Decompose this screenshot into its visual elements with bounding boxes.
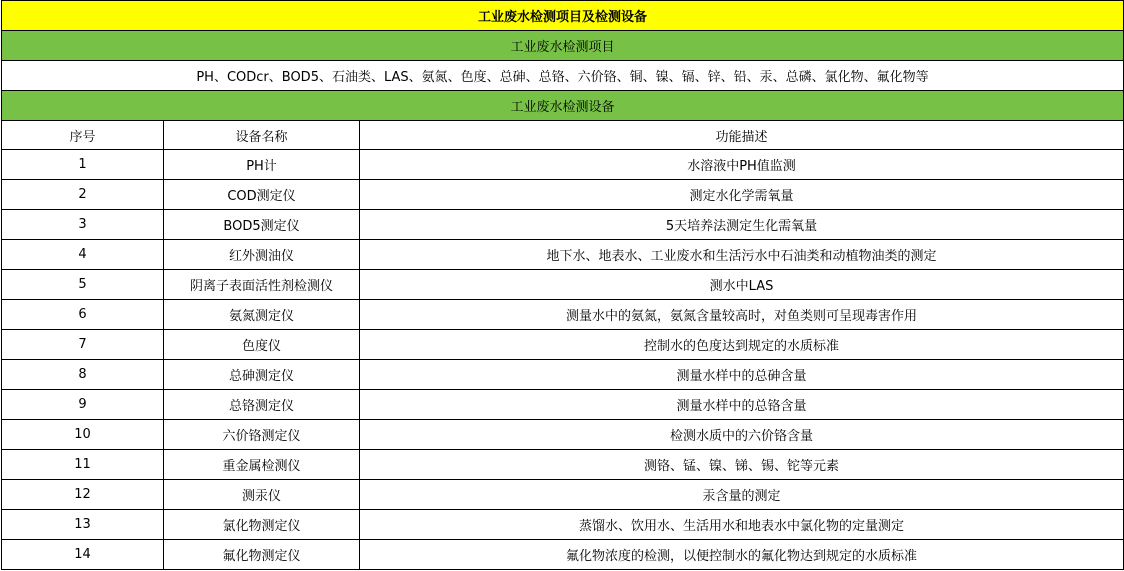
cell-desc: 控制水的色度达到规定的水质标准 (360, 330, 1124, 360)
cell-name: 总铬测定仪 (164, 390, 360, 420)
table-title: 工业废水检测项目及检测设备 (2, 1, 1124, 31)
cell-desc: 地下水、地表水、工业废水和生活污水中石油类和动植物油类的测定 (360, 240, 1124, 270)
table-row (2, 450, 1124, 480)
cell-desc: 汞含量的测定 (360, 480, 1124, 510)
cell-no: 14 (2, 540, 164, 570)
cell-no: 2 (2, 180, 164, 210)
items-content: PH、CODcr、BOD5、石油类、LAS、氨氮、色度、总砷、总铬、六价铬、铜、镍、镉、锌、铅、汞、总磷、氯化物、氟化物等 (2, 61, 1124, 91)
cell-desc: 测量水中的氨氮，氨氮含量较高时，对鱼类则可呈现毒害作用 (360, 300, 1124, 330)
cell-desc: 检测水质中的六价铬含量 (360, 420, 1124, 450)
cell-name: BOD5测定仪 (164, 210, 360, 240)
items-heading-row (2, 31, 1124, 61)
cell-desc: 测水中LAS (360, 270, 1124, 300)
cell-no: 3 (2, 210, 164, 240)
table-row (2, 150, 1124, 180)
cell-desc: 5天培养法测定生化需氧量 (360, 210, 1124, 240)
wastewater-table (1, 0, 1124, 570)
column-header-no: 序号 (2, 121, 164, 150)
table-row (2, 330, 1124, 360)
column-header-row (2, 121, 1124, 150)
cell-desc: 氟化物浓度的检测，以便控制水的氟化物达到规定的水质标准 (360, 540, 1124, 570)
cell-no: 12 (2, 480, 164, 510)
table-row (2, 390, 1124, 420)
cell-name: 六价铬测定仪 (164, 420, 360, 450)
cell-no: 4 (2, 240, 164, 270)
table-row (2, 210, 1124, 240)
cell-name: 氟化物测定仪 (164, 540, 360, 570)
cell-name: 红外测油仪 (164, 240, 360, 270)
table-row (2, 420, 1124, 450)
cell-no: 11 (2, 450, 164, 480)
cell-no: 8 (2, 360, 164, 390)
column-header-name: 设备名称 (164, 121, 360, 150)
cell-name: 色度仪 (164, 330, 360, 360)
cell-desc: 蒸馏水、饮用水、生活用水和地表水中氯化物的定量测定 (360, 510, 1124, 540)
table-row (2, 480, 1124, 510)
table-row (2, 300, 1124, 330)
cell-no: 9 (2, 390, 164, 420)
table-row (2, 270, 1124, 300)
cell-no: 10 (2, 420, 164, 450)
equipment-heading: 工业废水检测设备 (2, 91, 1124, 121)
cell-desc: 测铬、锰、镍、锑、锡、铊等元素 (360, 450, 1124, 480)
cell-no: 1 (2, 150, 164, 180)
equipment-heading-row (2, 91, 1124, 121)
column-header-desc: 功能描述 (360, 121, 1124, 150)
cell-no: 13 (2, 510, 164, 540)
cell-desc: 测定水化学需氧量 (360, 180, 1124, 210)
cell-name: 测汞仪 (164, 480, 360, 510)
table-row (2, 240, 1124, 270)
cell-name: 氯化物测定仪 (164, 510, 360, 540)
cell-no: 6 (2, 300, 164, 330)
cell-desc: 水溶液中PH值监测 (360, 150, 1124, 180)
cell-desc: 测量水样中的总砷含量 (360, 360, 1124, 390)
cell-name: PH计 (164, 150, 360, 180)
cell-no: 7 (2, 330, 164, 360)
table-row (2, 540, 1124, 570)
table-row (2, 180, 1124, 210)
cell-name: 总砷测定仪 (164, 360, 360, 390)
items-content-row (2, 61, 1124, 91)
cell-desc: 测量水样中的总铬含量 (360, 390, 1124, 420)
cell-name: 阴离子表面活性剂检测仪 (164, 270, 360, 300)
table-row (2, 360, 1124, 390)
cell-name: 氨氮测定仪 (164, 300, 360, 330)
table-row (2, 510, 1124, 540)
items-heading: 工业废水检测项目 (2, 31, 1124, 61)
cell-name: 重金属检测仪 (164, 450, 360, 480)
cell-name: COD测定仪 (164, 180, 360, 210)
title-row (2, 1, 1124, 31)
cell-no: 5 (2, 270, 164, 300)
